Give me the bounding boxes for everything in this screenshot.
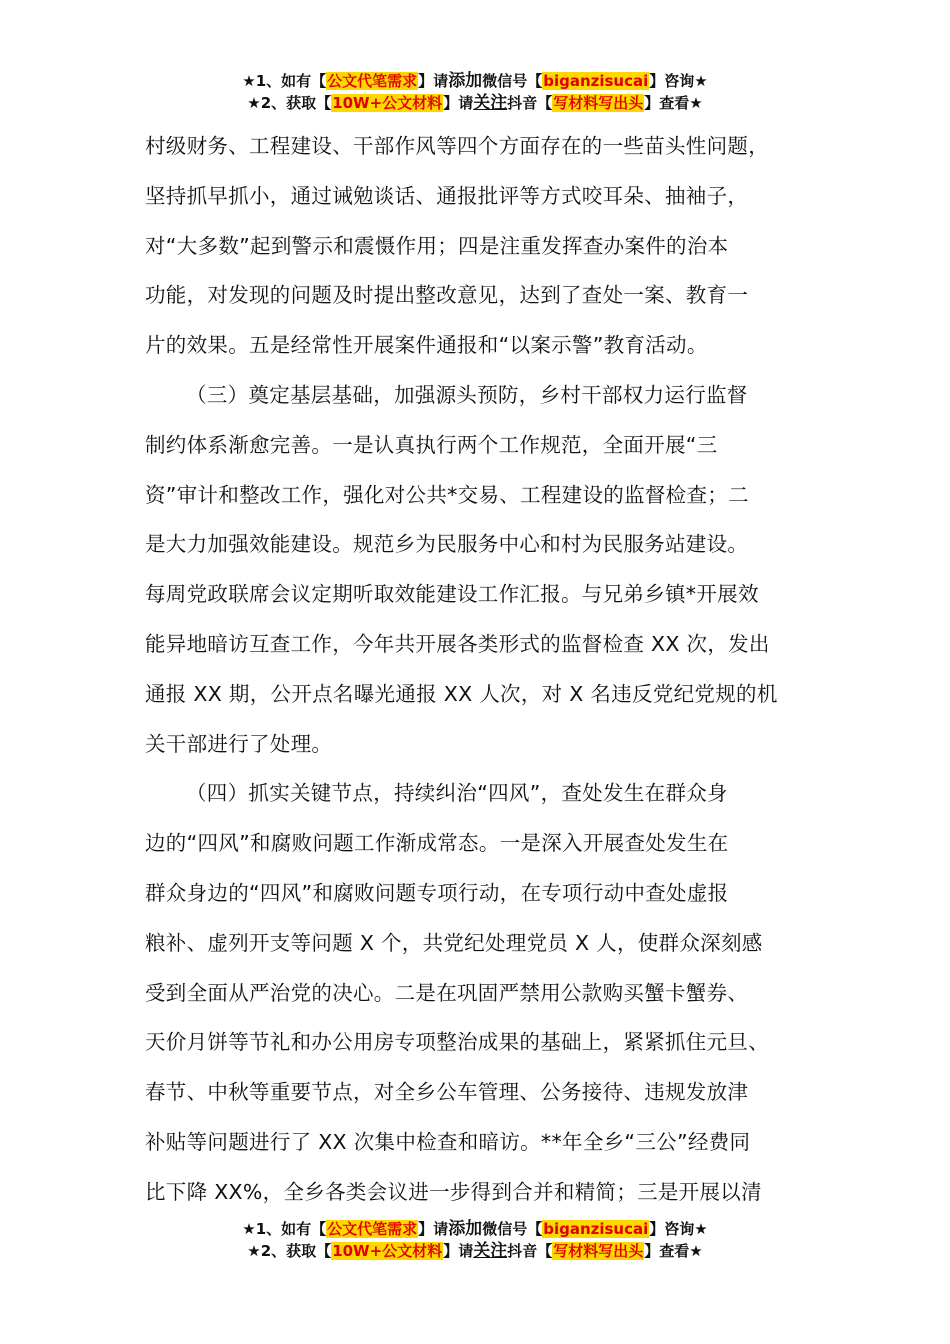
paragraph-2 (145, 371, 815, 769)
text-line: 村级财务、工程建设、干部作风等四个方面存在的一些苗头性问题， (145, 134, 769, 158)
banner-emphasis: 添加 (448, 71, 483, 91)
document-body (145, 122, 815, 1218)
text-line: （三）奠定基层基础，加强源头预防，乡村干部权力运行监督 (186, 382, 748, 407)
text-line: 受到全面从严治党的决心。二是在巩固严禁用公款购买蟹卡蟹券、 (145, 980, 749, 1005)
banner-text: 】请 (418, 1220, 449, 1238)
banner-text: 】请 (443, 1242, 474, 1260)
banner-text: 】请 (443, 94, 474, 112)
paragraph-1 (145, 122, 815, 371)
banner-line-1 (0, 70, 950, 92)
text-line: 能异地暗访互查工作，今年共开展各类形式的监督检查 XX 次，发出 (145, 631, 770, 656)
text-line: 对“大多数”起到警示和震慑作用；四是注重发挥查办案件的治本 (145, 233, 729, 258)
text-line: 片的效果。五是经常性开展案件通报和“以案示警”教育活动。 (145, 333, 708, 358)
banner-emphasis: 关注 (473, 93, 508, 113)
text-line: 边的“四风”和腐败问题工作渐成常态。一是深入开展查处发生在 (145, 831, 729, 856)
banner-text: 】查看★ (644, 1242, 703, 1260)
text-line: 粮补、虚列开支等问题 X 个，共党纪处理党员 X 人，使群众深刻感 (145, 930, 763, 955)
banner-text: 】咨询★ (649, 1220, 708, 1238)
banner-emphasis: 关注 (473, 1241, 508, 1261)
text-line: 每周党政联席会议定期听取效能建设工作汇报。与兄弟乡镇*开展效 (145, 582, 759, 607)
text-line: 关干部进行了处理。 (145, 731, 333, 756)
highlight-douyin: 写材料写出头 (553, 1242, 644, 1260)
highlight-materials: 10W+公文材料 (332, 94, 443, 112)
banner-text: 抖音【 (507, 1242, 553, 1260)
banner-text: ★2、获取【 (247, 94, 332, 112)
banner-text: 抖音【 (507, 94, 553, 112)
highlight-service: 公文代笔需求 (327, 72, 418, 90)
banner-text: ★2、获取【 (247, 1242, 332, 1260)
paragraph-3 (145, 769, 815, 1217)
text-line: 春节、中秋等重要节点，对全乡公车管理、公务接待、违规发放津 (145, 1080, 749, 1105)
banner-line-1 (0, 1218, 950, 1240)
text-line: 资”审计和整改工作，强化对公共*交易、工程建设的监督检查；二 (145, 482, 749, 507)
banner-emphasis: 添加 (448, 1219, 483, 1239)
text-line: 是大力加强效能建设。规范乡为民服务中心和村为民服务站建设。 (145, 532, 749, 557)
footer-banner (0, 1218, 950, 1262)
highlight-wechat-id: biganzisucai (543, 1220, 649, 1238)
highlight-materials: 10W+公文材料 (332, 1242, 443, 1260)
banner-text: 微信号【 (482, 72, 543, 90)
banner-text: ★1、如有【 (242, 1220, 327, 1238)
banner-text: 】请 (418, 72, 449, 90)
text-line: 天价月饼等节礼和办公用房专项整治成果的基础上，紧紧抓住元旦、 (145, 1030, 769, 1055)
text-line: 比下降 XX%，全乡各类会议进一步得到合并和精简；三是开展以清 (145, 1179, 762, 1204)
text-line: 功能，对发现的问题及时提出整改意见，达到了查处一案、教育一 (145, 283, 749, 308)
text-line: 补贴等问题进行了 XX 次集中检查和暗访。**年全乡“三公”经费同 (145, 1129, 751, 1154)
text-line: 通报 XX 期，公开点名曝光通报 XX 人次，对 X 名违反党纪党规的机 (145, 681, 778, 706)
highlight-service: 公文代笔需求 (327, 1220, 418, 1238)
banner-line-2 (0, 1240, 950, 1262)
banner-text: 】查看★ (644, 94, 703, 112)
text-line: 坚持抓早抓小，通过诫勉谈话、通报批评等方式咬耳朵、抽袖子， (145, 183, 749, 208)
text-line: （四）抓实关键节点，持续纠治“四风”，查处发生在群众身 (186, 781, 728, 806)
highlight-douyin: 写材料写出头 (553, 94, 644, 112)
banner-text: ★1、如有【 (242, 72, 327, 90)
banner-text: 微信号【 (482, 1220, 543, 1238)
highlight-wechat-id: biganzisucai (543, 72, 649, 90)
banner-text: 】咨询★ (649, 72, 708, 90)
text-line: 群众身边的“四风”和腐败问题专项行动，在专项行动中查处虚报 (145, 880, 729, 905)
text-line: 制约体系渐愈完善。一是认真执行两个工作规范，全面开展“三 (145, 432, 718, 457)
banner-line-2 (0, 92, 950, 114)
header-banner (0, 70, 950, 114)
